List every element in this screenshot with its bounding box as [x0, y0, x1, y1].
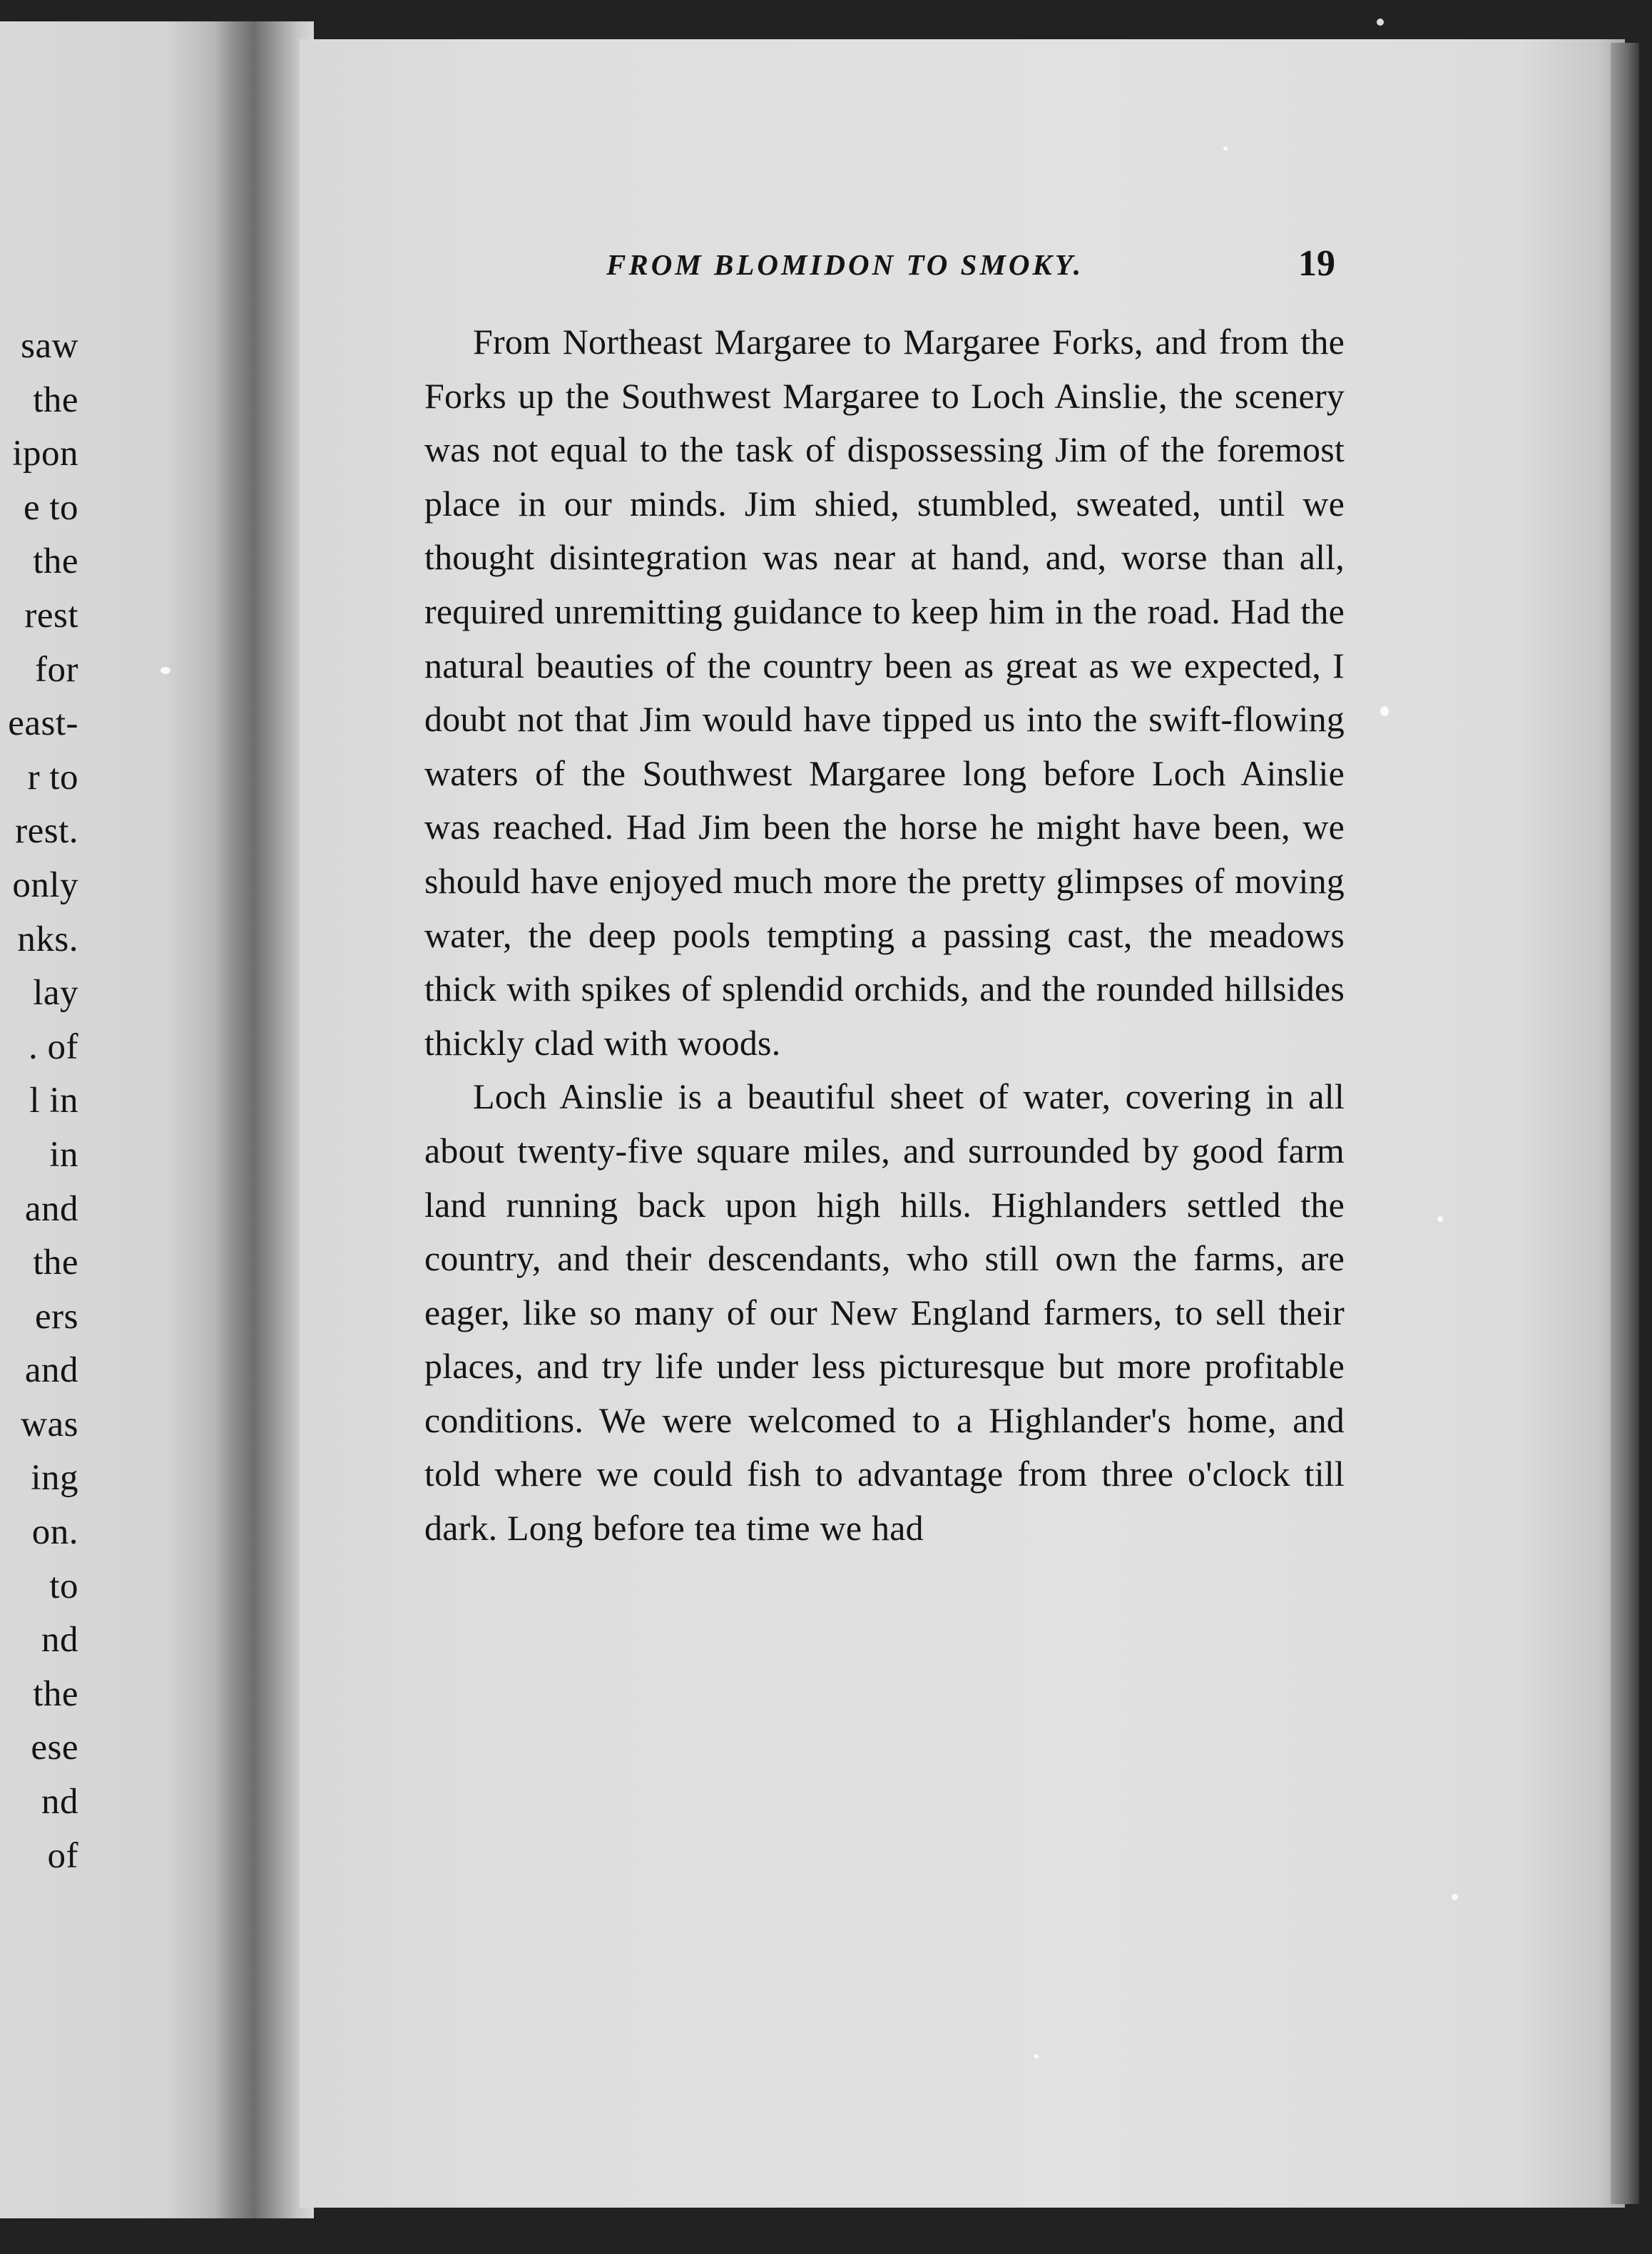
left-page — [0, 21, 235, 2218]
left-page-line-fragment: nd — [41, 1620, 78, 1661]
left-page-line-fragment: rest — [24, 595, 78, 636]
running-head: FROM BLOMIDON TO SMOKY. — [606, 248, 1084, 281]
paragraph-2: Loch Ainslie is a beautiful sheet of water, covering in all about twenty-five square miles, and surrounded by good farm land running back upon high hills. Highlanders settled the country, and their descendants, who still own the farms, are eager, like so many of our New England farmers, to sell their places, and try life under less picturesque but more profitable conditions. We were welcomed to a Highlander's home, and told where we could fish to advantage from three o'clock till dark. Long before tea time we had — [424, 1076, 1345, 1549]
page-number: 19 — [1298, 243, 1335, 284]
scan-speck — [1223, 146, 1228, 151]
left-page-line-fragment: of — [47, 1835, 78, 1876]
left-page-line-fragment: nd — [41, 1782, 78, 1822]
left-page-line-fragment: ipon — [12, 434, 78, 474]
left-page-line-fragment: ers — [35, 1296, 78, 1337]
left-page-line-fragment: on. — [31, 1512, 78, 1553]
left-page-line-fragment: saw — [21, 326, 78, 366]
left-page-line-fragment: for — [35, 649, 78, 690]
scan-speck — [1452, 1894, 1458, 1900]
body-text — [424, 315, 1345, 1556]
left-page-line-fragment: ese — [31, 1728, 78, 1768]
left-page-line-fragment: the — [33, 379, 78, 420]
left-page-line-fragment: and — [24, 1350, 78, 1391]
scan-speck — [1377, 19, 1384, 26]
left-page-line-fragment: l in — [29, 1081, 78, 1121]
left-page-line-fragment: to — [49, 1566, 78, 1606]
scan-speck — [1437, 1216, 1443, 1222]
left-page-line-fragment: nks. — [17, 919, 78, 959]
left-page-line-fragment: the — [33, 541, 78, 582]
left-page-line-fragment: the — [33, 1673, 78, 1714]
left-page-line-fragment: and — [24, 1188, 78, 1229]
left-page-line-fragment: in — [49, 1134, 78, 1175]
paragraph-1: From Northeast Margaree to Margaree Forks, and from the Forks up the Southwest Margaree to Loch Ainslie, the scenery was not equal to the task of dispossessing Jim of the foremost place in our minds. Jim shied, stumbled, sweated, until we thought disintegration was near at hand, and, worse than all, required unremitting guidance to keep him in the road. Had the natural beauties of the country been as great as we expected, I doubt not that Jim would have tipped us into the swift-flowing waters of the Southwest Margaree long before Loch Ainslie was reached. Had Jim been the horse he might have been, we should have enjoyed much more the pretty glimpses of moving water, the deep pools tempting a passing cast, the meadows thick with spikes of splendid orchids, and the rounded hillsides thickly clad with woods. — [424, 322, 1345, 1063]
scan-speck — [1034, 2054, 1039, 2059]
left-page-line-fragment: east- — [8, 703, 78, 744]
left-page-line-fragment: only — [12, 865, 78, 905]
left-page-line-fragment: rest. — [15, 811, 78, 852]
left-page-line-fragment: e to — [23, 487, 78, 528]
left-page-line-fragment: was — [21, 1404, 78, 1444]
book-gutter — [214, 21, 314, 2218]
left-page-line-fragment: the — [33, 1243, 78, 1283]
page-edge — [1611, 43, 1639, 2204]
left-page-line-fragment: ing — [31, 1458, 78, 1499]
scan-speck — [160, 667, 170, 674]
left-page-line-fragment: r to — [27, 757, 78, 797]
left-page-text-fragments — [0, 320, 78, 1883]
left-page-line-fragment: lay — [33, 973, 78, 1014]
scan-speck — [1380, 706, 1389, 716]
left-page-line-fragment: . of — [29, 1026, 78, 1067]
